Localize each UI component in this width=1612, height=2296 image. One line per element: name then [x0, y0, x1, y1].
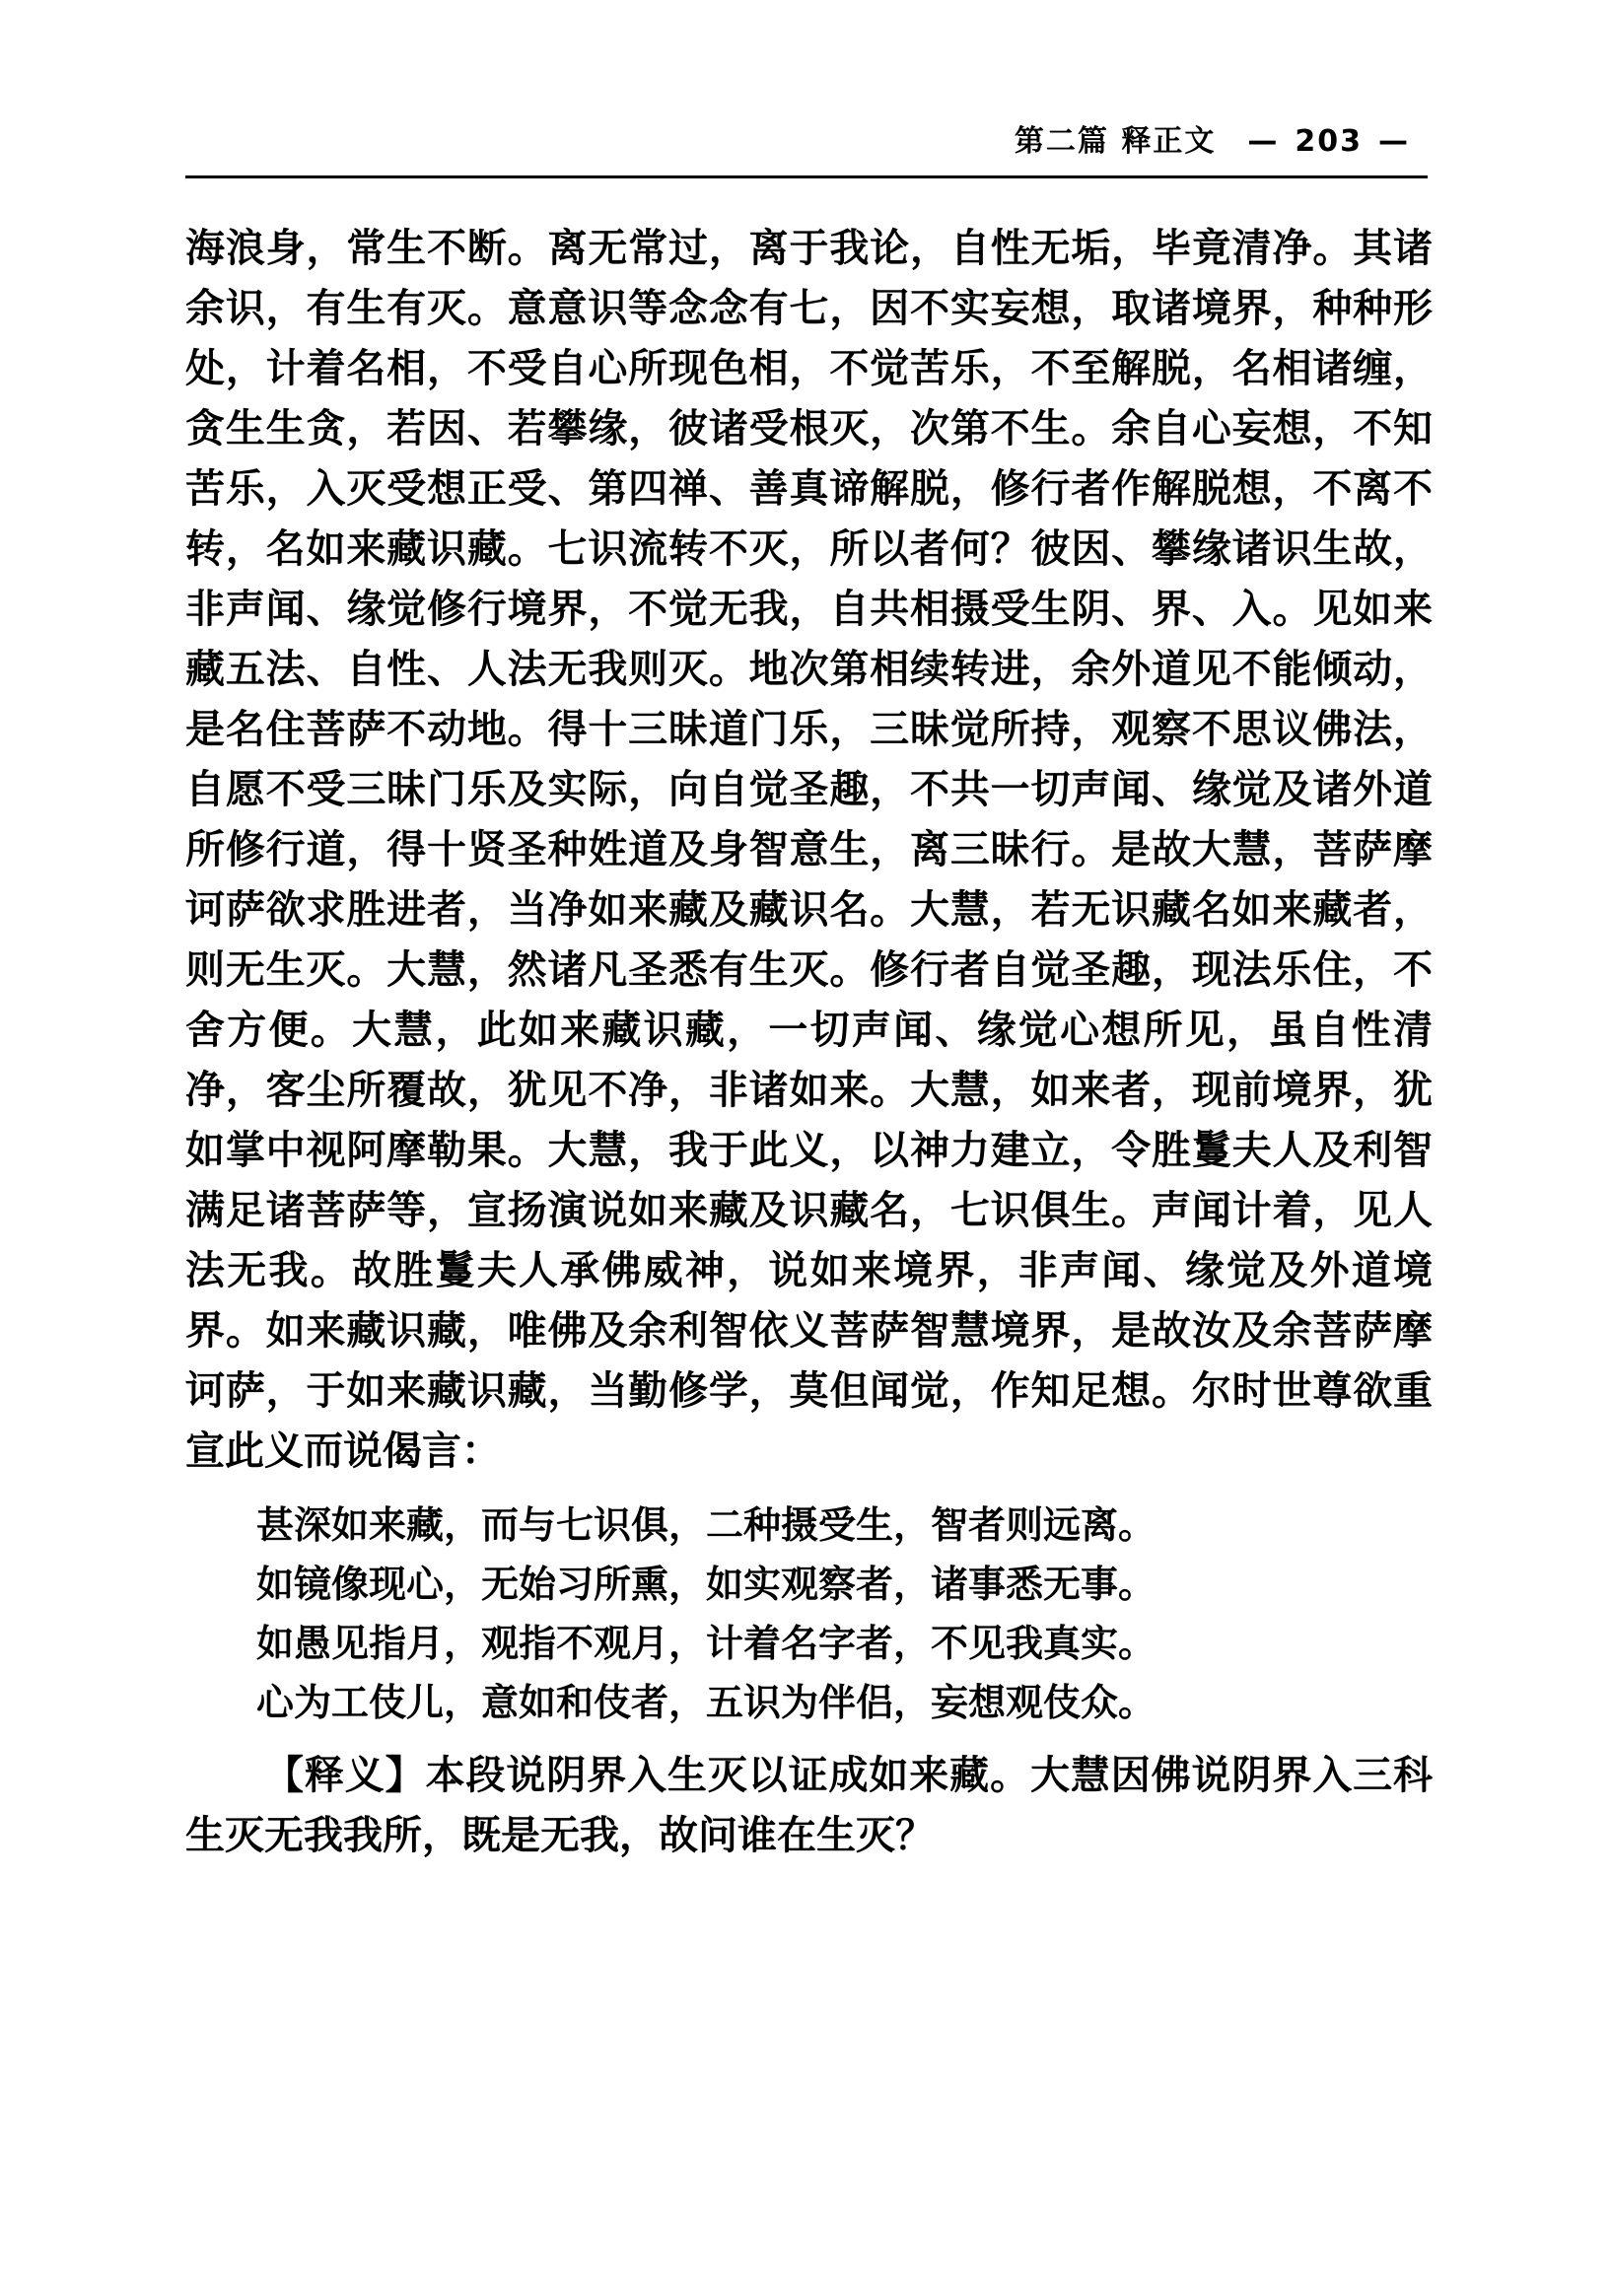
commentary-label: 【释义】	[264, 1753, 426, 1798]
header-divider	[185, 175, 1428, 178]
verse-block	[185, 1496, 1433, 1732]
verse-line: 甚深如来藏，而与七识俱，二种摄受生，智者则远离。	[256, 1503, 1156, 1547]
verse-line: 心为工伎儿，意如和伎者，五识为伴侣，妄想观伎众。	[256, 1681, 1156, 1724]
header-dash-left: —	[1247, 124, 1280, 159]
header-section-title: 第二篇 释正文	[1014, 124, 1217, 159]
header-dash-right: —	[1378, 124, 1410, 159]
verse-line: 如镜像现心，无始习所熏，如实观察者，诸事悉无事。	[256, 1563, 1156, 1606]
page-header	[0, 116, 1612, 160]
sutra-paragraph: 海浪身，常生不断。离无常过，离于我论，自性无垢，毕竟清净。其诸余识，有生有灭。意意识等念念有七，因不实妄想，取诸境界，种种形处，计着名相，不受自心所现色相，不觉苦乐，不至解脱，名相诸缠，贪生生贪，若因、若攀缘，彼诸受根灭，次第不生。余自心妄想，不知苦乐，入灭受想正受、第四禅、善真谛解脱，修行者作解脱想，不离不转，名如来藏识藏。七识流转不灭，所以者何？彼因、攀缘诸识生故，非声闻、缘觉修行境界，不觉无我，自共相摄受生阴、界、入。见如来藏五法、自性、人法无我则灭。地次第相续转进，余外道见不能倾动，是名住菩萨不动地。得十三昧道门乐，三昧觉所持，观察不思议佛法，自愿不受三昧门乐及实际，向自觉圣趣，不共一切声闻、缘觉及诸外道所修行道，得十贤圣种姓道及身智意生，离三昧行。是故大慧，菩萨摩诃萨欲求胜进者，当净如来藏及藏识名。大慧，若无识藏名如来藏者，则无生灭。大慧，然诸凡圣悉有生灭。修行者自觉圣趣，现法乐住，不舍方便。大慧，此如来藏识藏，一切声闻、缘觉心想所见，虽自性清净，客尘所覆故，犹见不净，非诸如来。大慧，如来者，现前境界，犹如掌中视阿摩勒果。大慧，我于此义，以神力建立，令胜鬘夫人及利智满足诸菩萨等，宣扬演说如来藏及识藏名，七识俱生。声闻计着，见人法无我。故胜鬘夫人承佛威神，说如来境界，非声闻、缘觉及外道境界。如来藏识藏，唯佛及余利智依义菩萨智慧境界，是故汝及余菩萨摩诃萨，于如来藏识藏，当勤修学，莫但闻觉，作知足想。尔时世尊欲重宣此义而说偈言：	[185, 226, 1433, 1474]
commentary-paragraph	[185, 1746, 1433, 1866]
page-number: 203	[1295, 124, 1363, 159]
main-content	[185, 219, 1433, 1866]
verse-line: 如愚见指月，观指不观月，计着名字者，不见我真实。	[256, 1622, 1156, 1665]
commentary-body: 本段说阴界入生灭以证成如来藏。大慧因佛说阴界入三科生灭无我我所，既是无我，故问谁在生灭？	[185, 1753, 1434, 1858]
